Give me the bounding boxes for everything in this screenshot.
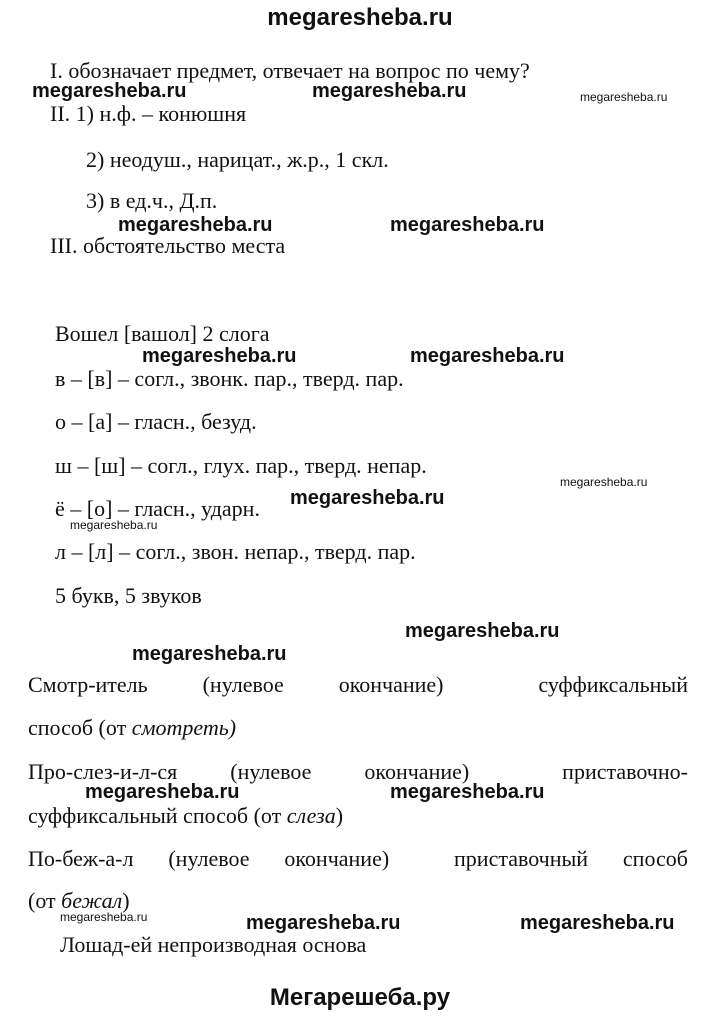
italic-word: слеза <box>286 803 336 828</box>
word: Про-слез-и-л-ся <box>28 759 178 784</box>
italic-word: смотреть) <box>131 715 237 740</box>
word: (нулевое <box>168 846 250 871</box>
page-footer: Мегарешеба.ру <box>269 984 451 1011</box>
text-line: в – [в] – согл., звонк. пар., тверд. пар. <box>55 366 404 391</box>
italic-word: бежал <box>61 888 123 913</box>
watermark: megaresheba.ru <box>32 80 187 102</box>
word: Смотр-итель <box>28 672 148 697</box>
word: приставочный <box>454 846 589 871</box>
watermark: megaresheba.ru <box>132 643 287 665</box>
text-line: II. 1) н.ф. – конюшня <box>50 101 247 126</box>
watermark-small: megaresheba.ru <box>580 90 668 104</box>
word: По-беж-а-л <box>28 846 134 871</box>
word: суффиксальный способ (от <box>28 803 287 828</box>
text-line: ё – [о] – гласн., ударн. <box>55 496 260 521</box>
watermark-small: megaresheba.ru <box>60 910 148 924</box>
text-line: л – [л] – согл., звон. непар., тверд. пар. <box>55 539 416 564</box>
watermark: megaresheba.ru <box>142 345 297 367</box>
watermark: megaresheba.ru <box>246 912 401 934</box>
watermark-small: megaresheba.ru <box>560 475 648 489</box>
morph-line: Лошад-ей непроизводная основа <box>60 932 367 957</box>
watermark-small: megaresheba.ru <box>70 518 158 532</box>
morph-line <box>28 672 688 698</box>
morph-line <box>28 846 688 872</box>
text-line: III. обстоятельство места <box>50 233 286 258</box>
text-line: I. обозначает предмет, отвечает на вопрос по чему? <box>50 58 530 83</box>
word: ) <box>335 803 344 828</box>
text-line: 3) в ед.ч., Д.п. <box>86 188 218 213</box>
text-line: 5 букв, 5 звуков <box>55 583 202 608</box>
watermark: megaresheba.ru <box>290 487 445 509</box>
word: окончание) <box>284 846 390 871</box>
word: приставочно- <box>562 759 688 784</box>
word: суффиксальный <box>538 672 688 697</box>
word: (от <box>28 888 62 913</box>
watermark: megaresheba.ru <box>405 620 560 642</box>
text-line: 2) неодуш., нарицат., ж.р., 1 скл. <box>86 147 389 172</box>
watermark: megaresheba.ru <box>85 781 240 803</box>
word: (нулевое <box>202 672 284 697</box>
watermark: megaresheba.ru <box>520 912 675 934</box>
text-line: Вошел [вашол] 2 слога <box>55 321 270 346</box>
morph-line <box>28 715 236 741</box>
text-line: о – [а] – гласн., безуд. <box>55 409 257 434</box>
watermark: megaresheba.ru <box>390 214 545 236</box>
text-line: ш – [ш] – согл., глух. пар., тверд. непар. <box>55 453 427 478</box>
watermark: megaresheba.ru <box>410 345 565 367</box>
word: ) <box>122 888 130 913</box>
watermark: megaresheba.ru <box>312 80 467 102</box>
word: (нулевое <box>230 759 312 784</box>
page-header: megaresheba.ru <box>267 4 453 31</box>
word: окончание) <box>338 672 444 697</box>
morph-line <box>28 803 343 829</box>
watermark: megaresheba.ru <box>390 781 545 803</box>
word: окончание) <box>364 759 470 784</box>
watermark: megaresheba.ru <box>118 214 273 236</box>
word: способ <box>622 846 688 871</box>
word: способ (от <box>28 715 132 740</box>
